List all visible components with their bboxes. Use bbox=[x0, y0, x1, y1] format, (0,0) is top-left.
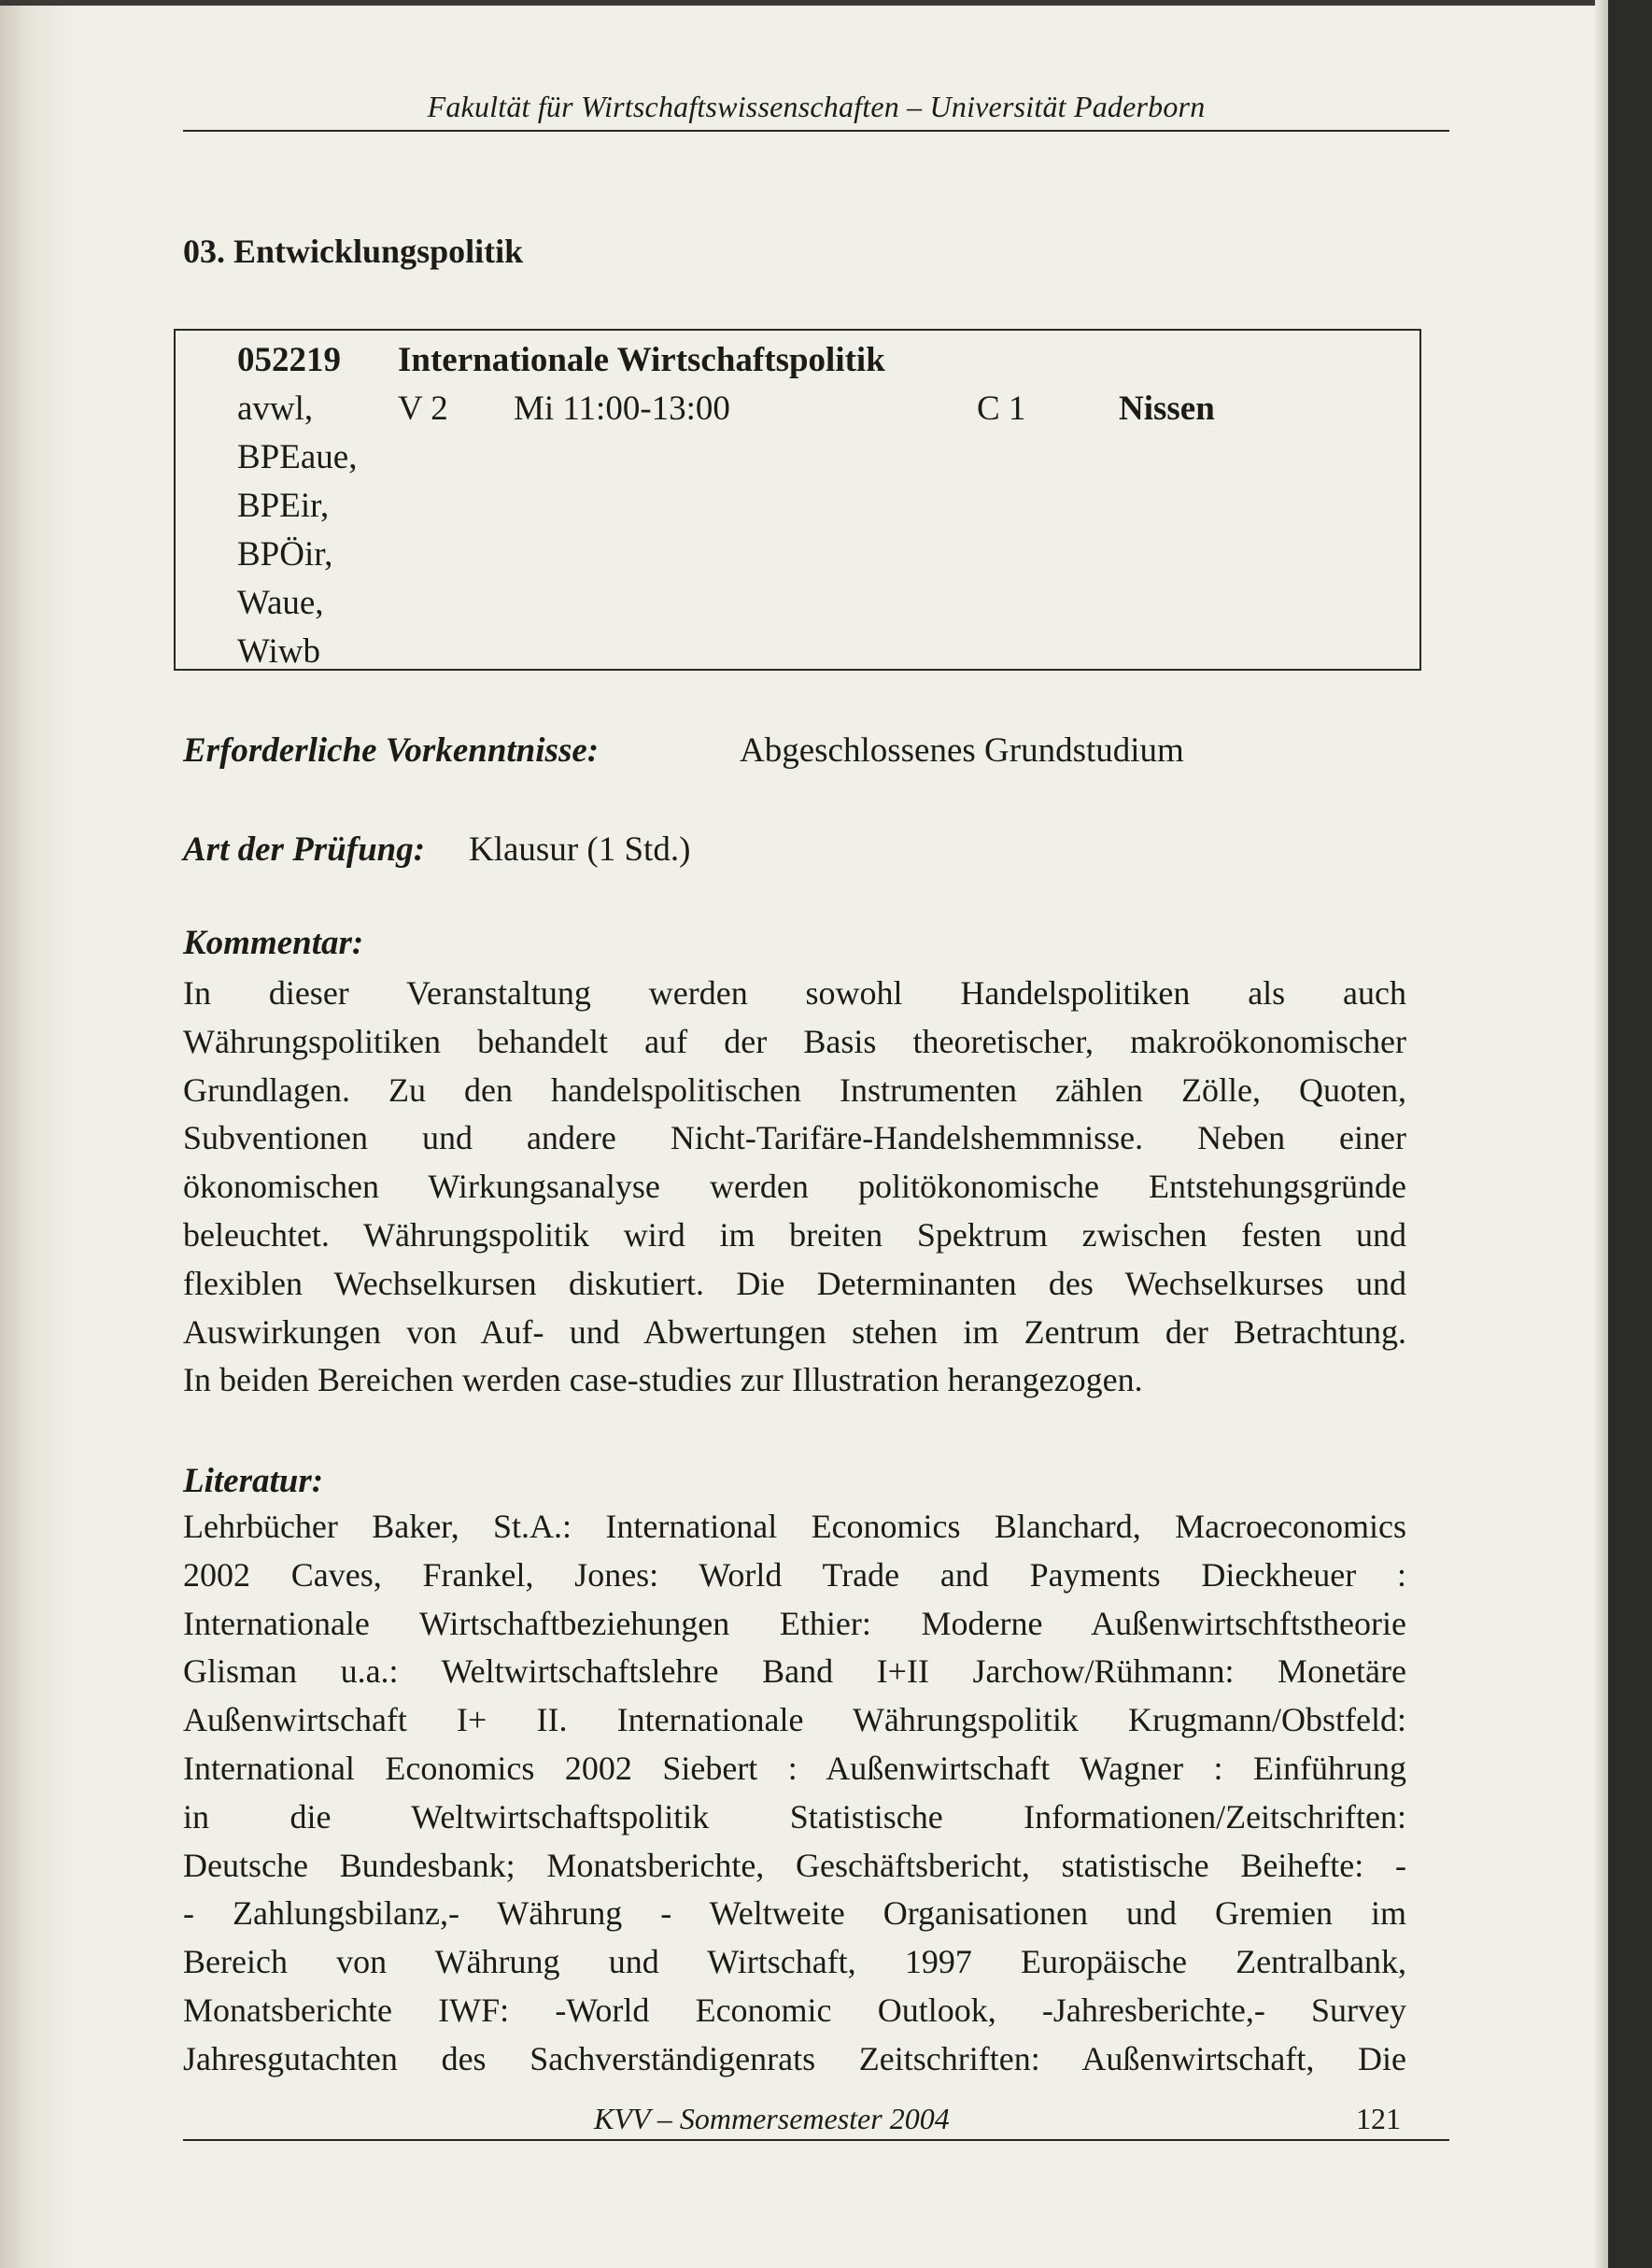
course-lecturer: Nissen bbox=[1119, 390, 1215, 428]
literature-line: Monatsberichte IWF: -World Economic Outlook, -Jahresberichte,- Survey bbox=[183, 1991, 1406, 2029]
footer-rule bbox=[183, 2139, 1449, 2141]
exam-label: Art der Prüfung: bbox=[183, 830, 426, 869]
commentary-label: Kommentar: bbox=[183, 924, 364, 962]
commentary-line: beleuchtet. Währungspolitik wird im breiten Spektrum zwischen festen und bbox=[183, 1215, 1406, 1254]
course-box bbox=[174, 329, 1421, 671]
commentary-text bbox=[183, 970, 1406, 1405]
running-header: Fakultät für Wirtschaftswissenschaften – Universität Paderborn bbox=[427, 90, 1206, 123]
top-edge bbox=[0, 0, 1608, 6]
literature-line: 2002 Caves, Frankel, Jones: World Trade and Payments Dieckheuer : bbox=[183, 1555, 1406, 1594]
literature-label: Literatur: bbox=[183, 1462, 324, 1500]
literature-line: Bereich von Währung und Wirtschaft, 1997 Europäische Zentralbank, bbox=[183, 1943, 1406, 1981]
course-type: V 2 bbox=[398, 390, 448, 428]
footer-title: KVV – Sommersemester 2004 bbox=[594, 2102, 950, 2135]
program-code: BPEir, bbox=[237, 487, 330, 525]
literature-line: - Zahlungsbilanz,- Währung - Weltweite Organisationen und Gremien im bbox=[183, 1894, 1406, 1933]
header-rule bbox=[183, 130, 1449, 132]
literature-line: Glisman u.a.: Weltwirtschaftslehre Band I+II Jarchow/Rühmann: Monetäre bbox=[183, 1652, 1406, 1691]
course-number: 052219 bbox=[237, 341, 341, 379]
commentary-line: flexiblen Wechselkursen diskutiert. Die Determinanten des Wechselkurses und bbox=[183, 1264, 1406, 1302]
commentary-line: Subventionen und andere Nicht-Tarifäre-Handelshemmnisse. Neben einer bbox=[183, 1119, 1406, 1157]
program-code: BPEaue, bbox=[237, 438, 358, 476]
program-code: Wiwb bbox=[237, 632, 320, 671]
section-title: 03. Entwicklungspolitik bbox=[183, 233, 524, 270]
literature-line: Lehrbücher Baker, St.A.: International Economics Blanchard, Macroeconomics bbox=[183, 1508, 1406, 1545]
literature-line: Internationale Wirtschaftbeziehungen Ethier: Moderne Außenwirtschftstheorie bbox=[183, 1604, 1406, 1642]
commentary-line: Auswirkungen von Auf- und Abwertungen stehen im Zentrum der Betrachtung. bbox=[183, 1312, 1406, 1351]
program-code: BPÖir, bbox=[237, 535, 333, 574]
page-number: 121 bbox=[1356, 2102, 1401, 2135]
commentary-line: In beiden Bereichen werden case-studies zur Illustration herangezogen. bbox=[183, 1361, 1143, 1399]
program-code: Waue, bbox=[237, 584, 324, 622]
commentary-line: ökonomischen Wirkungsanalyse werden politökonomische Entstehungsgründe bbox=[183, 1168, 1406, 1206]
literature-line: Außenwirtschaft I+ II. Internationale Währungspolitik Krugmann/Obstfeld: bbox=[183, 1701, 1406, 1739]
course-time: Mi 11:00-13:00 bbox=[514, 390, 730, 428]
course-title: Internationale Wirtschaftspolitik bbox=[398, 341, 885, 379]
prerequisites-value: Abgeschlossenes Grundstudium bbox=[740, 731, 1184, 770]
commentary-line: Grundlagen. Zu den handelspolitischen Instrumenten zählen Zölle, Quoten, bbox=[183, 1070, 1406, 1109]
literature-line: Jahresgutachten des Sachverständigenrats Zeitschriften: Außenwirtschaft, Die bbox=[183, 2039, 1406, 2077]
program-code: avwl, bbox=[237, 390, 314, 428]
course-room: C 1 bbox=[977, 390, 1026, 428]
literature-line: International Economics 2002 Siebert : Außenwirtschaft Wagner : Einführung bbox=[183, 1749, 1406, 1787]
commentary-line: Währungspolitiken behandelt auf der Basis theoretischer, makroökonomischer bbox=[183, 1022, 1406, 1060]
literature-line: Deutsche Bundesbank; Monatsberichte, Geschäftsbericht, statistische Beihefte: - bbox=[183, 1846, 1406, 1884]
exam-value: Klausur (1 Std.) bbox=[469, 830, 691, 869]
prerequisites-label: Erforderliche Vorkenntnisse: bbox=[183, 731, 600, 770]
literature-line: in die Weltwirtschaftspolitik Statistische Informationen/Zeitschriften: bbox=[183, 1797, 1406, 1836]
commentary-line: In dieser Veranstaltung werden sowohl Handelspolitiken als auch bbox=[183, 974, 1406, 1012]
literature-text bbox=[183, 1503, 1406, 2084]
